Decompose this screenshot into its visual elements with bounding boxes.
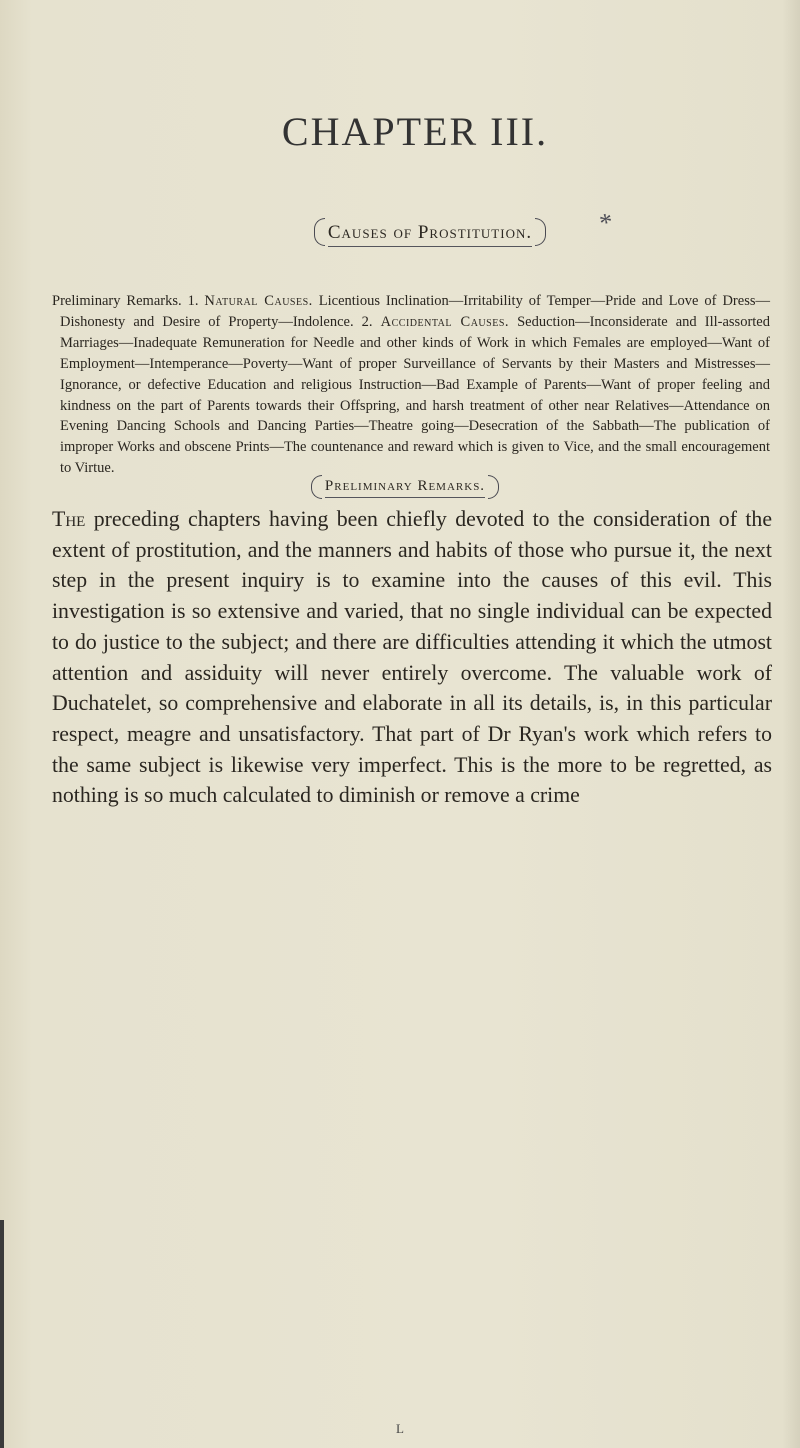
preliminary-heading-inner xyxy=(325,478,485,495)
synopsis-accidental-label: Accidental Causes. xyxy=(380,313,510,330)
paragraph-opening-word: The xyxy=(52,507,86,531)
signature-mark: L xyxy=(396,1421,404,1436)
pencil-bracket-right xyxy=(535,218,546,246)
section-heading-inner xyxy=(328,222,532,244)
pencil-asterisk-mark: * xyxy=(597,206,616,239)
synopsis-lead: Preliminary Remarks. 1. xyxy=(52,293,205,309)
preliminary-heading xyxy=(0,478,800,495)
paragraph-text: preceding chapters having been chiefly devoted to the consideration of the extent of prostitution, and the manners and habits of those who pursue it, the next step in the present inquiry is to examine into the causes of this evil. This investigation is so extensive and varied, that no single individual can be expected to do justice to the subject; and there are difficulties attending it which the utmost attention and assiduity will never entirely overcome. The valuable work of Duchatelet, so comprehensive and elaborate in all its details, is, in this particular respect, meagre and unsatisfactory. That part of Dr Ryan's work which refers to the same subject is likewise very imperfect. This is the more to be regretted, as nothing is so much calculated to diminish or remove a crime xyxy=(52,507,772,808)
pencil-bracket-left xyxy=(311,475,322,499)
preliminary-heading-text: Preliminary Remarks. xyxy=(324,478,486,494)
synopsis-accidental-text: Seduction—Inconsiderate and Ill-assorted Marriages—Inadequate Remuneration for Needle and other kinds of Work in which Females are employed—Want of Employment—Intemperance—Poverty—Want of proper Surveillance of Servants by their Masters and Mistresses—Ignorance, or defective Education and religious Instruction—Bad Example of Parents—Want of proper feeling and kindness on the part of Parents towards their Offspring, and harsh treatment of other near Relatives—Attendance on Evening Dancing Schools and Dancing Parties—Theatre going—Desecration of the Sabbath—The publication of improper Works and obscene Prints—The countenance and reward which is given to Vice, and the small encouragement to Virtue. xyxy=(60,313,770,477)
pencil-bracket-left xyxy=(314,218,325,246)
synopsis-natural-text: Licentious Inclination—Irritability of Temper—Pride and Love of Dress—Dishonesty and Desire of Property—Indolence. 2. xyxy=(60,293,770,330)
pencil-underline xyxy=(328,246,532,247)
binding-edge xyxy=(0,1220,4,1448)
chapter-title: CHAPTER III. xyxy=(281,109,549,154)
page-edge-shadow xyxy=(782,0,800,1448)
pencil-bracket-right xyxy=(488,475,499,499)
section-heading xyxy=(0,222,800,244)
synopsis-natural-label: Natural Causes. xyxy=(204,293,313,309)
preliminary-paragraph xyxy=(52,504,772,811)
chapter-synopsis xyxy=(52,291,770,479)
section-heading-text: Causes of Prostitution. xyxy=(327,222,533,243)
pencil-underline xyxy=(325,497,485,498)
